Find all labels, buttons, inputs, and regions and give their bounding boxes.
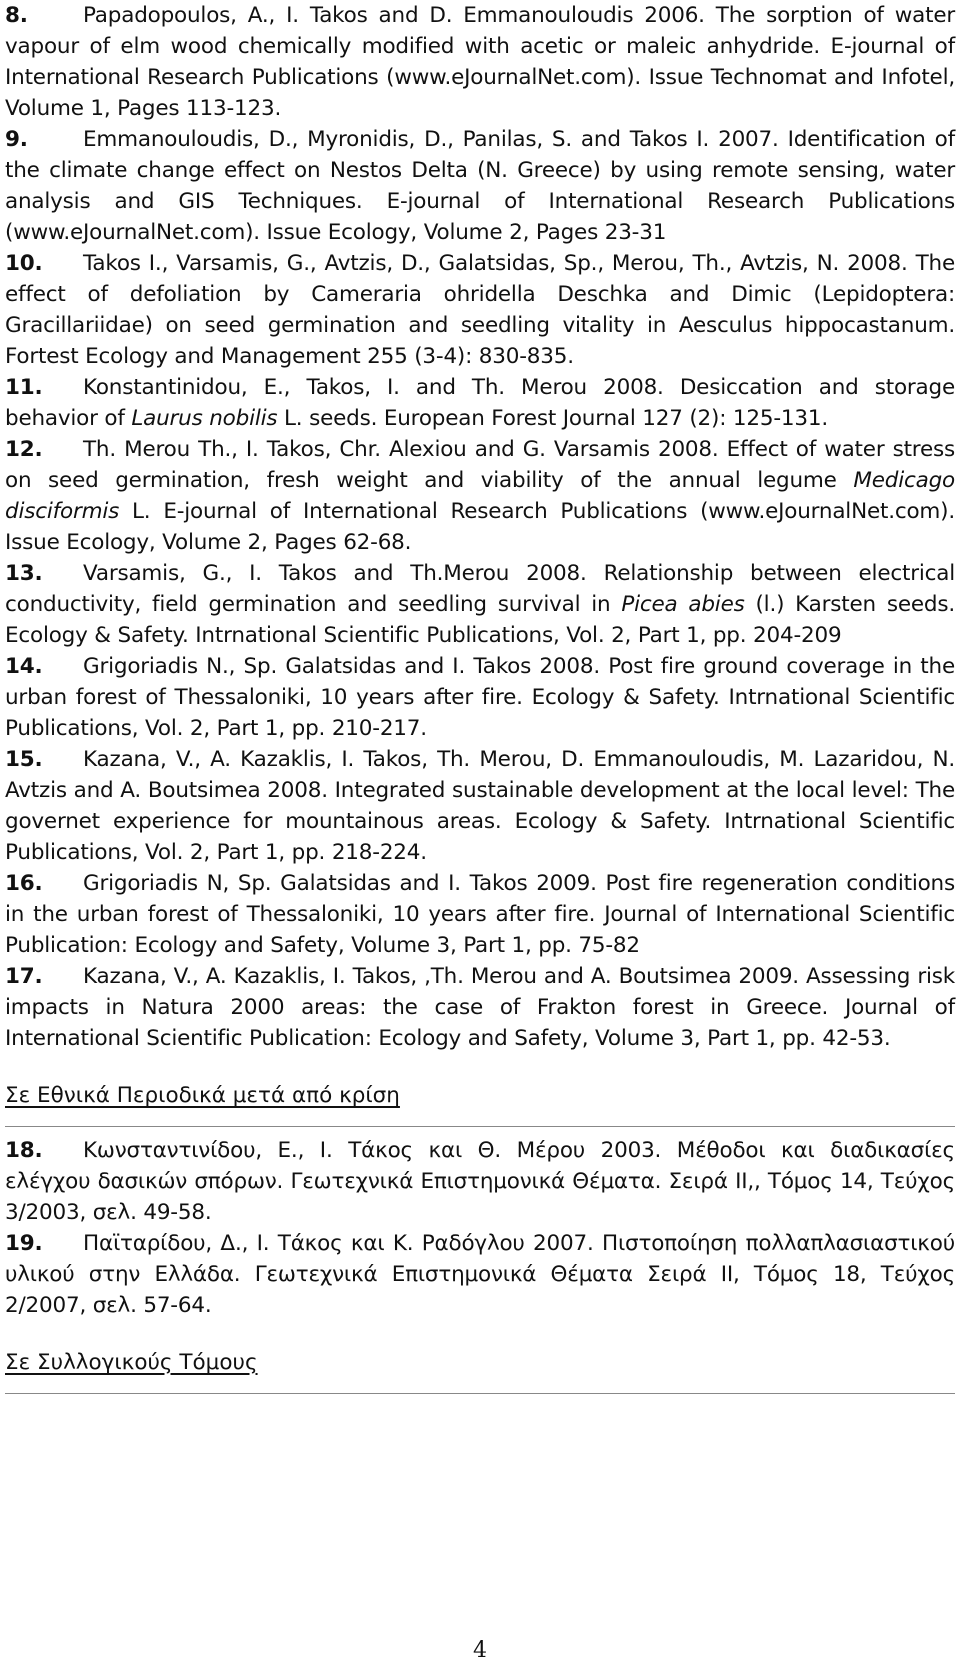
reference-body: Μέθοδοι και διαδικασίες ελέγχου δασικών σπόρων. Γεωτεχνικά Επιστημονικά Θέματα. Σειρά ΙΙ,, Τόμος 14, Τεύχος 3/2003, σελ. 49-58.	[5, 1138, 955, 1225]
reference-body: Effect of water stress on seed germination, fresh weight and viability of the annual legume	[5, 437, 955, 493]
section-divider-bottom	[5, 1393, 955, 1394]
species-name: Medicago disciformis	[5, 468, 955, 524]
reference-body: Relationship between electrical conductivity, field germination and seedling survival in	[5, 561, 955, 617]
reference-body: Post fire ground coverage in the urban forest of Thessaloniki, 10 years after fire. Ecology & Safety. Intrnational Scientific Publications, Vol. 2, Part 1, pp. 210-217.	[5, 654, 955, 741]
authors-text: 2008.	[531, 654, 609, 679]
authors-text: Kazana, V., A. Kazaklis, I.	[83, 964, 353, 989]
authors-text: Kazana, V., A. Kazaklis, I.	[83, 747, 364, 772]
reference-body: The sorption of water vapour of elm wood chemically modified with acetic or maleic anhydride. E-journal of International Research Publications (www.eJournalNet.com). Issue Technomat and Infotel, Volume 1, Pages 113-123.	[5, 3, 955, 121]
references-list-international	[5, 0, 955, 1054]
section-heading-collective-volumes: Σε Συλλογικούς Τόμους	[5, 1350, 258, 1375]
reference-authors	[83, 1138, 677, 1163]
references-list-national	[5, 1135, 955, 1321]
reference-number: 9.	[5, 127, 28, 152]
reference-entry	[5, 0, 955, 124]
reference-body: L. E-journal of International Research Publications (www.eJournalNet.com). Issue Ecology, Volume 2, Pages 62-68.	[5, 499, 955, 555]
highlighted-author: Takos, I.	[306, 375, 400, 400]
authors-text: , Th. Merou, D. Emmanouloudis, M. Lazaridou, N. Avtzis and A. Boutsimea 2008.	[5, 747, 955, 803]
reference-number: 17.	[5, 964, 43, 989]
highlighted-author: Τάκος	[348, 1138, 413, 1163]
reference-authors	[83, 561, 604, 586]
reference-body: (l.) Karsten seeds. Ecology & Safety. Intrnational Scientific Publications, Vol. 2, Part 1, pp. 204-209	[5, 592, 955, 648]
reference-body: Πιστοποίηση πολλαπλασιαστικού υλικού στην Ελλάδα. Γεωτεχνικά Επιστημονικά Θέματα Σειρά ΙΙ, Τόμος 18, Τεύχος 2/2007, σελ. 57-64.	[5, 1231, 955, 1318]
reference-number: 15.	[5, 747, 43, 772]
highlighted-author: Takos	[469, 871, 528, 896]
reference-entry	[5, 651, 955, 744]
authors-text: , Varsamis, G., Avtzis, D., Galatsidas, Sp., Merou, Th., Avtzis, N. 2008.	[161, 251, 916, 276]
authors-text: 2007.	[709, 127, 788, 152]
reference-entry	[5, 372, 955, 434]
authors-text: Grigoriadis N., Sp. Galatsidas and I.	[83, 654, 474, 679]
reference-number: 19.	[5, 1231, 43, 1256]
reference-number: 13.	[5, 561, 43, 586]
authors-text: and D. Emmanouloudis 2006.	[367, 3, 716, 28]
authors-text: Papadopoulos, A.,	[83, 3, 287, 28]
highlighted-author: Takos	[363, 747, 422, 772]
authors-text: και Κ. Ραδόγλου 2007.	[342, 1231, 603, 1256]
authors-text: Grigoriadis N, Sp. Galatsidas and I.	[83, 871, 470, 896]
authors-text: Varsamis, G., I. Takos and Th.Merou 2008.	[83, 561, 604, 586]
reference-entry	[5, 248, 955, 372]
highlighted-author: I. Takos	[245, 437, 325, 462]
reference-authors	[83, 127, 788, 152]
reference-entry	[5, 124, 955, 248]
document-page	[5, 0, 955, 1394]
highlighted-author: Ι. Τάκος	[256, 1231, 343, 1256]
reference-authors	[83, 964, 806, 989]
reference-authors	[83, 1231, 602, 1256]
reference-number: 8.	[5, 3, 28, 28]
authors-text: Th. Merou Th.,	[83, 437, 246, 462]
reference-body: Identification of the climate change effect on Nestos Delta (N. Greece) by using remote sensing, water analysis and GIS Techniques. E-journal of International Research Publications (www.eJournalNet.com). Issue Ecology, Volume 2, Pages 23-31	[5, 127, 955, 245]
authors-text: Κωνσταντινίδου, Ε., Ι.	[83, 1138, 349, 1163]
reference-body: The effect of defoliation by Cameraria ohridella Deschka and Dimic (Lepidoptera: Gracillariidae) on seed germination and seedling vitality in Aesculus hippocastanum. Fortest Ecology and Management 255 (3-4): 830-835.	[5, 251, 956, 369]
reference-number: 10.	[5, 251, 43, 276]
reference-authors	[83, 3, 716, 28]
highlighted-author: Takos	[473, 654, 532, 679]
reference-entry	[5, 434, 955, 558]
highlighted-author: Takos I.	[83, 251, 162, 276]
reference-body: L. seeds. European Forest Journal 127 (2): 125-131.	[277, 406, 828, 431]
authors-text: και Θ. Μέρου 2003.	[412, 1138, 677, 1163]
reference-entry	[5, 558, 955, 651]
authors-text: , ,Th. Merou and A. Boutsimea 2009.	[410, 964, 807, 989]
authors-text: , Chr. Alexiou and G. Varsamis 2008.	[324, 437, 727, 462]
authors-text: Emmanouloudis, D., Myronidis, D., Panilas, S. and	[83, 127, 630, 152]
authors-text: and Th. Merou 2008.	[399, 375, 680, 400]
reference-number: 18.	[5, 1138, 43, 1163]
reference-body: Post fire regeneration conditions in the urban forest of Thessaloniki, 10 years after fire. Journal of International Scientific Publication: Ecology and Safety, Volume 3, Part 1, pp. 75-82	[5, 871, 955, 958]
reference-authors	[83, 251, 916, 276]
reference-number: 12.	[5, 437, 43, 462]
section-heading-national-journals: Σε Εθνικά Περιοδικά μετά από κρίση	[5, 1083, 400, 1108]
reference-authors	[83, 375, 680, 400]
highlighted-author: I. Takos	[286, 3, 368, 28]
authors-text: Konstantinidou, E.,	[83, 375, 307, 400]
authors-text: Παϊταρίδου, Δ.,	[83, 1231, 257, 1256]
reference-authors	[83, 654, 608, 679]
reference-body: Assessing risk impacts in Natura 2000 areas: the case of Frakton forest in Greece. Journal of International Scientific Publication: Ecology and Safety, Volume 3, Part 1, pp. 42-53.	[5, 964, 955, 1051]
reference-entry	[5, 744, 955, 868]
reference-authors	[83, 871, 606, 896]
reference-entry	[5, 868, 955, 961]
reference-authors	[83, 437, 727, 462]
reference-number: 14.	[5, 654, 43, 679]
reference-entry	[5, 1135, 955, 1228]
reference-entry	[5, 961, 955, 1054]
species-name: Picea abies	[621, 592, 745, 617]
reference-body: Desiccation and storage behavior of	[5, 375, 955, 431]
species-name: Laurus nobilis	[131, 406, 278, 431]
highlighted-author: Takos I.	[629, 127, 710, 152]
highlighted-author: Takos	[352, 964, 411, 989]
reference-entry	[5, 1228, 955, 1321]
reference-body: Integrated sustainable development at the local level: The governet experience for mountainous areas. Ecology & Safety. Intrnational Scientific Publications, Vol. 2, Part 1, pp. 218-224.	[5, 778, 955, 865]
reference-number: 11.	[5, 375, 43, 400]
reference-number: 16.	[5, 871, 43, 896]
page-number: 4	[473, 1638, 487, 1663]
authors-text: 2009.	[527, 871, 606, 896]
